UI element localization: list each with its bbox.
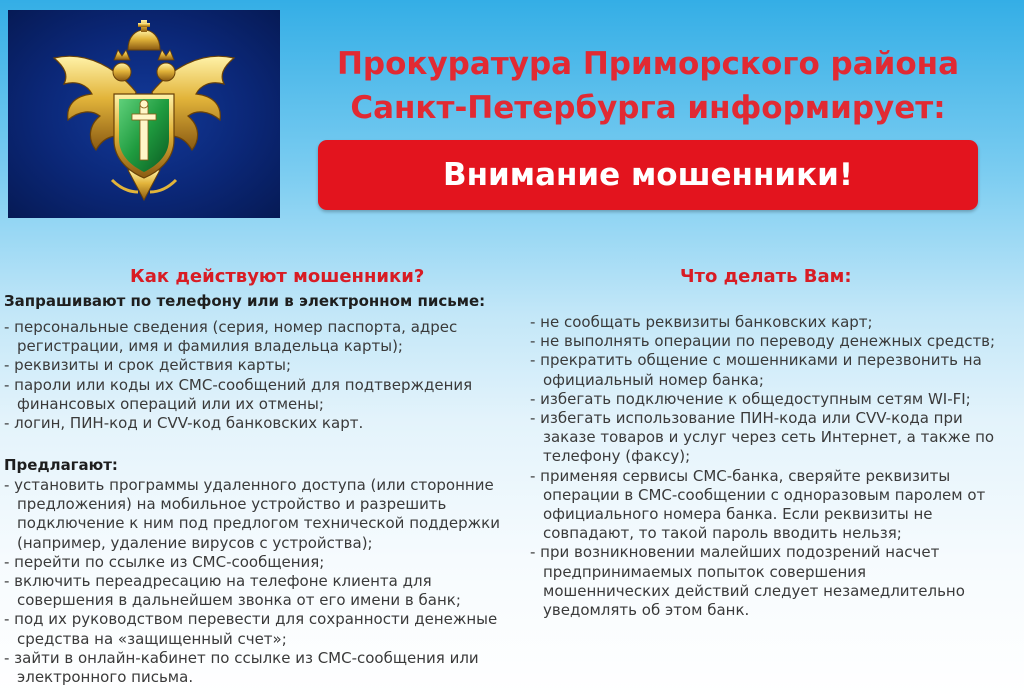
advice-list — [530, 313, 995, 620]
list-item: телефону (факсу); — [543, 447, 691, 466]
list-item: предпринимаемых попыток совершения — [543, 562, 867, 581]
list-item: - включить переадресацию на телефоне клиента для — [4, 572, 432, 591]
list-item: совпадают, то такой пароль вводить нельзя; — [543, 524, 902, 543]
list-item: - установить программы удаленного доступа (или сторонние — [4, 476, 494, 494]
list-item: - под их руководством перевести для сохранности денежные — [4, 610, 498, 629]
left-heading: Как действуют мошенники? — [130, 266, 425, 287]
list-item: средства на «защищенный счет»; — [17, 629, 287, 648]
page-title — [292, 42, 1004, 130]
list-item: - применяя сервисы СМС-банка, сверяйте реквизиты — [530, 466, 951, 485]
list-item: мошеннических действий следует незамедлительно — [543, 581, 965, 600]
list-item: заказе товаров и услуг через сеть Интернет, а также по — [543, 428, 995, 447]
list-item: - не сообщать реквизиты банковских карт; — [530, 313, 873, 331]
list-item: предложения) на мобильное устройство и разрешить — [17, 495, 447, 514]
right-heading: Что делать Вам: — [680, 266, 852, 287]
list-item: - прекратить общение с мошенниками и перезвонить на — [530, 351, 982, 370]
list-item: электронного письма. — [17, 668, 194, 687]
list-item: уведомлять об этом банк. — [543, 601, 750, 620]
warning-text: Внимание мошенники! — [442, 157, 854, 193]
left-subheading-offers: Предлагают: — [4, 456, 118, 474]
fraud-requests-list — [4, 318, 472, 433]
list-item: - не выполнять операции по переводу денежных средств; — [530, 332, 996, 351]
list-item: подключение к ним под предлогом технической поддержки — [17, 514, 500, 533]
list-item: - избегать подключение к общедоступным сетям WI-FI; — [530, 389, 971, 408]
list-item: - избегать использование ПИН-кода или CVV-кода при — [530, 409, 963, 428]
list-item: - при возникновении малейших подозрений насчет — [530, 543, 940, 562]
list-item: регистрации, имя и фамилия владельца карты); — [17, 337, 403, 356]
list-item: совершения в дальнейшем звонка от его имени в банк; — [17, 591, 461, 610]
title-line-2: Санкт-Петербурга информирует: — [350, 90, 946, 126]
list-item: - реквизиты и срок действия карты; — [4, 356, 292, 375]
list-item: официальный номер банка; — [543, 370, 764, 389]
warning-banner — [318, 140, 978, 210]
list-item: операции в СМС-сообщении с одноразовым паролем от — [543, 485, 986, 504]
fraud-offers-list — [4, 476, 500, 687]
list-item: - перейти по ссылке из СМС-сообщения; — [4, 552, 325, 571]
list-item: - пароли или коды их СМС-сообщений для подтверждения — [4, 375, 473, 394]
list-item: официального номера банка. Если реквизиты не — [543, 505, 933, 524]
list-item: финансовых операций или их отмены; — [17, 394, 324, 413]
prosecutor-office-emblem-icon — [8, 10, 280, 218]
title-line-1: Прокуратура Приморского района — [336, 46, 959, 82]
list-item: - логин, ПИН-код и CVV-код банковских карт. — [4, 414, 364, 433]
left-subheading-requests: Запрашивают по телефону или в электронном письме: — [4, 292, 486, 310]
list-item: - зайти в онлайн-кабинет по ссылке из СМС-сообщения или — [4, 648, 479, 667]
list-item: (например, удаление вирусов с устройства); — [17, 533, 373, 552]
list-item: - персональные сведения (серия, номер паспорта, адрес — [4, 318, 458, 336]
